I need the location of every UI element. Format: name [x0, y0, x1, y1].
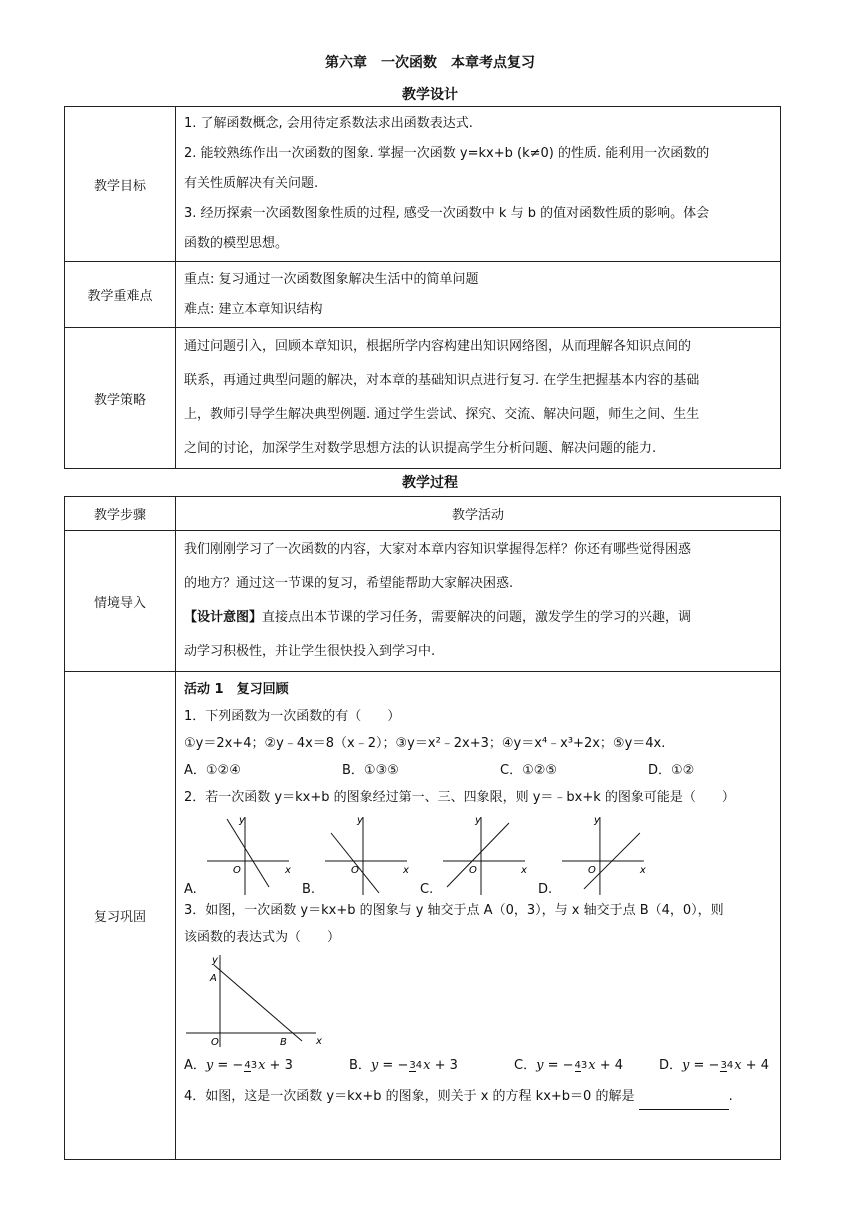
q1-choice: C．①②⑤ — [500, 763, 558, 778]
q4-end: . — [728, 1089, 733, 1104]
q3-fraction: 34 — [720, 1059, 734, 1071]
point-a-label: A — [210, 973, 217, 984]
q2-option-c — [420, 813, 532, 897]
graph-line — [227, 819, 269, 887]
q1-choices — [184, 757, 772, 784]
key-label: 教学重难点 — [65, 262, 176, 328]
answer-blank[interactable] — [639, 1096, 729, 1110]
doc-title: 第六章 一次函数 本章考点复习 — [325, 55, 535, 71]
strategy-cell — [176, 328, 781, 469]
intent-line — [184, 601, 772, 635]
q1-options-line: ①y＝2x+4；②y﹣4x＝8（x﹣2）；③y＝x²﹣2x+3；④y＝x⁴﹣x³+2x；⑤y＝4x. — [184, 736, 666, 751]
q3-const: 3 — [284, 1058, 293, 1073]
goals-label: 教学目标 — [65, 107, 176, 262]
goal-line: 3. 经历探索一次函数图象性质的过程, 感受一次函数中 k 与 b 的值对函数性质的影响。体会 — [184, 206, 710, 221]
review-cell — [176, 672, 781, 1160]
goals-row — [65, 107, 781, 262]
q2-graph-a — [203, 813, 295, 897]
q3-choice-letter: B． — [349, 1058, 371, 1073]
q2-stem: 2．若一次函数 y＝kx+b 的图象经过第一、三、四象限，则 y＝﹣bx+k 的图象可能是（ ） — [184, 790, 735, 805]
origin-label: O — [469, 865, 478, 876]
graph-line — [214, 965, 302, 1041]
process-heading: 教学过程 — [402, 475, 458, 491]
strategy-row — [65, 328, 781, 469]
q2-choice-label: B. — [302, 882, 316, 897]
review-label: 复习巩固 — [65, 672, 176, 1160]
strategy-line: 联系，再通过典型问题的解决，对本章的基础知识点进行复习. 在学生把握基本内容的基础 — [184, 373, 700, 388]
q3-choice-letter: C． — [514, 1058, 537, 1073]
q2-option-b — [302, 813, 414, 897]
q3-fraction: 43 — [244, 1059, 258, 1071]
intent-text: 直接点出本节课的学习任务，需要解决的问题，激发学生的学习的兴趣，调 — [262, 610, 692, 625]
q3-const: 3 — [449, 1058, 458, 1073]
q3-expr: y — [536, 1058, 544, 1073]
intent-line: 动学习积极性，并让学生很快投入到学习中. — [184, 644, 436, 659]
goal-line: 2. 能较熟练作出一次函数的图象. 掌握一次函数 y=kx+b (k≠0) 的性质. 能利用一次函数的 — [184, 146, 710, 161]
intro-line: 我们刚刚学习了一次函数的内容，大家对本章内容知识掌握得怎样？你还有哪些觉得困惑 — [184, 542, 692, 557]
origin-label: O — [232, 865, 241, 876]
q2-choice-label: D. — [538, 882, 553, 897]
key-point: 重点: 复习通过一次函数图象解决生活中的简单问题 — [184, 271, 479, 287]
strategy-line: 上，教师引导学生解决典型例题. 通过学生尝试、探究、交流、解决问题，师生之间、生生 — [184, 407, 700, 422]
q2-graph-b — [321, 813, 413, 897]
q3-choices — [184, 1049, 772, 1083]
intro-cell — [176, 531, 781, 672]
q2-figures — [184, 813, 772, 897]
strategy-line: 通过问题引入，回顾本章知识，根据所学内容构建出知识网络图，从而理解各知识点间的 — [184, 339, 692, 354]
review-row — [65, 672, 781, 1160]
q1-choice: B．①③⑤ — [342, 763, 399, 778]
goal-line: 函数的模型思想。 — [184, 236, 289, 251]
q3-expr: y — [682, 1058, 690, 1073]
strategy-line: 之间的讨论，加深学生对数学思想方法的认识提高学生分析问题、解决问题的能力. — [184, 441, 657, 456]
q3-fraction: 43 — [574, 1059, 588, 1071]
goals-cell — [176, 107, 781, 262]
x-axis-label: x — [316, 1036, 322, 1047]
q3-fraction: 34 — [409, 1059, 423, 1071]
origin-label: O — [351, 865, 359, 876]
q2-choice-label: C. — [420, 882, 434, 897]
origin-label: O — [588, 864, 596, 876]
q2-option-a — [184, 813, 296, 897]
col-activity: 教学活动 — [176, 497, 781, 531]
key-row — [65, 262, 781, 328]
key-point: 难点: 建立本章知识结构 — [184, 301, 323, 317]
q4-line — [184, 1083, 772, 1110]
y-axis-label: y — [475, 815, 482, 826]
q1-choice: A．①②④ — [184, 763, 241, 778]
q3-choice: B．y = −34x + 3 — [349, 1049, 514, 1083]
q3-expr: y — [370, 1058, 379, 1073]
x-axis-label: x — [640, 864, 646, 876]
q3-stem: 3．如图，一次函数 y＝kx+b 的图象与 y 轴交于点 A（0，3），与 x 轴交于点 B（4，0），则 — [184, 903, 724, 918]
point-b-label: B — [280, 1037, 287, 1048]
process-table — [64, 496, 781, 1160]
x-axis-label: x — [403, 865, 409, 876]
q3-expr: y — [205, 1058, 214, 1073]
y-axis-label: y — [357, 815, 363, 826]
q3-choice-letter: A． — [184, 1058, 206, 1073]
key-cell — [176, 262, 781, 328]
design-table — [64, 106, 781, 469]
y-axis-label: y — [238, 815, 245, 826]
origin-label: O — [211, 1037, 219, 1048]
col-step: 教学步骤 — [65, 497, 176, 531]
q2-choice-label: A. — [184, 882, 197, 897]
q2-graph-d — [558, 813, 650, 897]
intent-tag: 【设计意图】 — [184, 610, 263, 625]
q1-choice: D．①② — [648, 763, 695, 778]
activity-title: 活动 1 复习回顾 — [184, 682, 289, 697]
intro-row — [65, 531, 781, 672]
q3-choice: C．y = −43x + 4 — [514, 1049, 659, 1083]
q3-choice: D．y = −34x + 4 — [659, 1049, 769, 1083]
goal-line: 1. 了解函数概念, 会用待定系数法求出函数表达式. — [184, 116, 473, 131]
x-axis-label: x — [284, 865, 291, 876]
process-header-row — [65, 497, 781, 531]
q4-stem: 4．如图，这是一次函数 y＝kx+b 的图象，则关于 x 的方程 kx+b＝0 的解是 — [184, 1089, 635, 1104]
q3-const: 4 — [760, 1058, 769, 1073]
strategy-label: 教学策略 — [65, 328, 176, 469]
q2-option-d — [538, 813, 650, 897]
intro-label: 情境导入 — [65, 531, 176, 672]
y-axis-label: y — [212, 955, 218, 966]
q3-choice: A．y = −43x + 3 — [184, 1049, 349, 1083]
q3-stem: 该函数的表达式为（ ） — [184, 930, 341, 945]
q1-stem: 1．下列函数为一次函数的有（ ） — [184, 709, 401, 724]
x-axis-label: x — [521, 865, 528, 876]
y-axis-label: y — [594, 815, 601, 827]
q3-graph — [184, 951, 324, 1049]
graph-line — [331, 833, 379, 893]
q3-const: 4 — [614, 1058, 624, 1073]
graph-line — [447, 823, 509, 887]
goal-line: 有关性质解决有关问题. — [184, 176, 319, 191]
intro-line: 的地方？通过这一节课的复习，希望能帮助大家解决困惑. — [184, 576, 514, 591]
q2-graph-c — [439, 813, 531, 897]
q3-choice-letter: D． — [659, 1058, 683, 1073]
design-heading: 教学设计 — [402, 87, 458, 103]
